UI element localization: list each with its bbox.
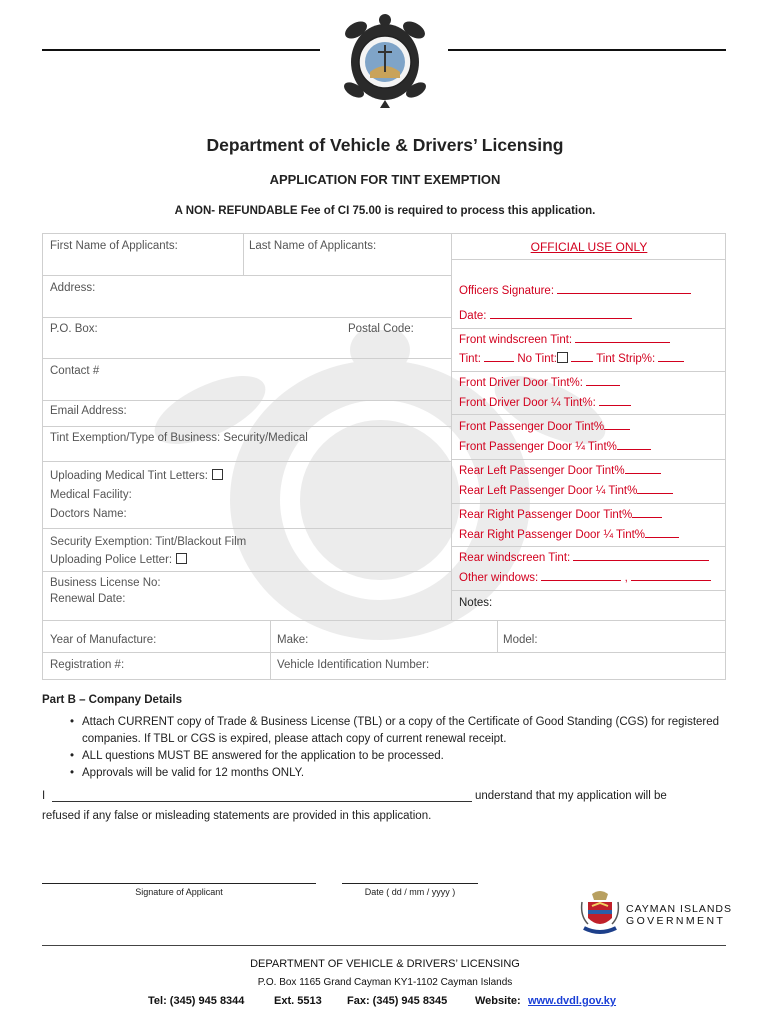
row-line-1 <box>42 275 452 276</box>
upload-medical-checkbox[interactable] <box>212 469 223 480</box>
rear-left-quarter-label: Rear Left Passenger Door ¼ Tint% <box>459 485 638 497</box>
registration-field[interactable]: Registration #: <box>50 659 125 671</box>
form-outer-right <box>725 233 726 680</box>
government-line1: CAYMAN ISLANDS <box>626 903 732 915</box>
row-line-10 <box>42 652 726 653</box>
front-windscreen-field[interactable] <box>459 333 670 346</box>
applicant-signature-line[interactable] <box>42 883 316 884</box>
row-line-9 <box>42 620 726 621</box>
row-line-2 <box>42 317 452 318</box>
po-box-field[interactable]: P.O. Box: <box>50 323 98 335</box>
header-rule-left <box>42 49 320 51</box>
email-field[interactable]: Email Address: <box>50 405 127 417</box>
year-field[interactable]: Year of Manufacture: <box>50 634 157 646</box>
form-outer-top <box>42 233 726 234</box>
footer-tel: Tel: (345) 945 8344 <box>148 995 245 1007</box>
official-line-8 <box>451 590 726 591</box>
part-b-bullet-1: • Attach CURRENT copy of Trade & Business License (TBL) or a copy of the Certificate of Good Standing (CGS) for registered companies. If TBL or CGS is expired, please attach copy of current renewal receipt. <box>68 714 738 748</box>
declaration-rest: understand that my application will be <box>475 790 667 802</box>
form-outer-left <box>42 233 43 680</box>
tint-strip-blank[interactable] <box>658 352 684 362</box>
front-windscreen-label: Front windscreen Tint: <box>459 334 573 346</box>
rear-right-quarter-label: Rear Right Passenger Door ¼ Tint% <box>459 529 646 541</box>
tint-type-field[interactable]: Tint Exemption/Type of Business: Security/Medical <box>50 432 308 444</box>
front-pass-quarter-label: Front Passenger Door ¼ Tint% <box>459 441 617 453</box>
no-tint-checkbox[interactable] <box>557 352 568 363</box>
rear-right-quarter-field[interactable] <box>459 528 679 541</box>
front-driver-tint-label: Front Driver Door Tint%: <box>459 377 583 389</box>
front-pass-tint-label: Front Passenger Door Tint% <box>459 421 605 433</box>
header-rule-right <box>448 49 726 51</box>
vehicle-divider-1 <box>270 620 271 680</box>
security-exemption-field[interactable]: Security Exemption: Tint/Blackout Film <box>50 536 247 548</box>
official-date-label: Date: <box>459 310 487 322</box>
official-line-2 <box>451 328 726 329</box>
rear-left-quarter-field[interactable] <box>459 484 673 497</box>
footer-rule <box>42 945 726 946</box>
turtle-emblem-icon <box>326 12 444 108</box>
rear-right-tint-label: Rear Right Passenger Door Tint% <box>459 509 633 521</box>
last-name-field[interactable]: Last Name of Applicants: <box>249 240 377 252</box>
government-line2: GOVERNMENT <box>626 915 726 927</box>
rear-left-tint-label: Rear Left Passenger Door Tint% <box>459 465 625 477</box>
model-field[interactable]: Model: <box>503 634 538 646</box>
declaration-i: I <box>42 790 46 802</box>
address-field[interactable]: Address: <box>50 282 96 294</box>
part-b-heading: Part B – Company Details <box>42 694 182 706</box>
notes-field[interactable]: Notes: <box>459 597 493 609</box>
footer-website-label: Website: <box>475 995 521 1007</box>
tint-options-row <box>459 352 684 365</box>
form-title: APPLICATION FOR TINT EXEMPTION <box>269 172 501 187</box>
official-line-5 <box>451 459 726 460</box>
name-divider <box>243 233 244 275</box>
date-signature-line[interactable] <box>342 883 478 884</box>
official-line-4 <box>451 414 726 415</box>
footer-address: P.O. Box 1165 Grand Cayman KY1-1102 Cayman Islands <box>257 977 513 988</box>
vin-field[interactable]: Vehicle Identification Number: <box>277 659 430 671</box>
part-b-bullet-3: • Approvals will be valid for 12 months ONLY. <box>68 765 738 782</box>
rear-windscreen-field[interactable] <box>459 551 709 564</box>
applicant-signature-label: Signature of Applicant <box>135 887 223 897</box>
official-divider <box>451 233 452 621</box>
rear-right-tint-field[interactable] <box>459 508 662 521</box>
part-b-bullet-2: • ALL questions MUST BE answered for the application to be processed. <box>68 748 738 765</box>
official-line-6 <box>451 503 726 504</box>
date-signature-label: Date ( dd / mm / yyyy ) <box>364 887 456 897</box>
declaration-line2: refused if any false or misleading statements are provided in this application. <box>42 810 432 822</box>
officer-signature-field[interactable] <box>459 284 691 297</box>
tint-label: Tint: <box>459 353 481 365</box>
coat-of-arms-icon <box>580 888 620 938</box>
contact-field[interactable]: Contact # <box>50 365 100 377</box>
upload-police-checkbox[interactable] <box>176 553 187 564</box>
other-windows-label: Other windows: <box>459 572 539 584</box>
row-line-4 <box>42 400 452 401</box>
other-windows-comma: , <box>624 572 628 584</box>
front-driver-tint-field[interactable] <box>459 376 620 389</box>
upload-medical-field <box>50 469 223 482</box>
part-b-bullets <box>68 714 738 782</box>
upload-medical-label: Uploading Medical Tint Letters: <box>50 470 208 482</box>
officer-signature-label: Officers Signature: <box>459 285 555 297</box>
tint-blank[interactable] <box>484 352 514 362</box>
official-line-7 <box>451 546 726 547</box>
rear-left-tint-field[interactable] <box>459 464 661 477</box>
tint-strip-label: Tint Strip%: <box>596 353 656 365</box>
row-line-5 <box>42 426 452 427</box>
front-driver-quarter-label: Front Driver Door ¼ Tint%: <box>459 397 596 409</box>
department-title: Department of Vehicle & Drivers’ Licensing <box>206 135 564 155</box>
footer-fax: Fax: (345) 945 8345 <box>347 995 448 1007</box>
postal-code-field[interactable]: Postal Code: <box>348 323 414 335</box>
footer-dept: DEPARTMENT OF VEHICLE & DRIVERS’ LICENSING <box>250 958 520 970</box>
upload-police-label: Uploading Police Letter: <box>50 554 173 566</box>
front-pass-tint-field[interactable] <box>459 420 630 433</box>
upload-police-field <box>50 553 187 566</box>
row-line-8 <box>42 571 452 572</box>
official-line-3 <box>451 371 726 372</box>
other-windows-field[interactable] <box>459 571 711 584</box>
row-line-6 <box>42 461 452 462</box>
vehicle-divider-2 <box>497 620 498 653</box>
official-date-field[interactable] <box>459 309 632 322</box>
row-line-7 <box>42 528 452 529</box>
renewal-date-field[interactable]: Renewal Date: <box>50 593 126 605</box>
official-use-heading: OFFICIAL USE ONLY <box>530 240 648 254</box>
front-pass-quarter-field[interactable] <box>459 440 651 453</box>
doctors-name-field[interactable]: Doctors Name: <box>50 508 127 520</box>
footer-ext: Ext. 5513 <box>274 995 322 1007</box>
declaration-name-line[interactable] <box>52 801 472 802</box>
make-field[interactable]: Make: <box>277 634 309 646</box>
row-line-3 <box>42 358 452 359</box>
rear-windscreen-label: Rear windscreen Tint: <box>459 552 571 564</box>
first-name-field[interactable]: First Name of Applicants: <box>50 240 178 252</box>
form-outer-bottom <box>42 679 726 680</box>
no-tint-blank[interactable] <box>571 352 593 362</box>
footer-website-link[interactable]: www.dvdl.gov.ky <box>528 995 617 1007</box>
no-tint-label: No Tint: <box>517 353 557 365</box>
front-driver-quarter-field[interactable] <box>459 396 631 409</box>
official-line-1 <box>451 259 726 260</box>
fee-note: A NON- REFUNDABLE Fee of CI 75.00 is required to process this application. <box>174 205 596 217</box>
medical-facility-field[interactable]: Medical Facility: <box>50 489 132 501</box>
business-license-field[interactable]: Business License No: <box>50 577 161 589</box>
